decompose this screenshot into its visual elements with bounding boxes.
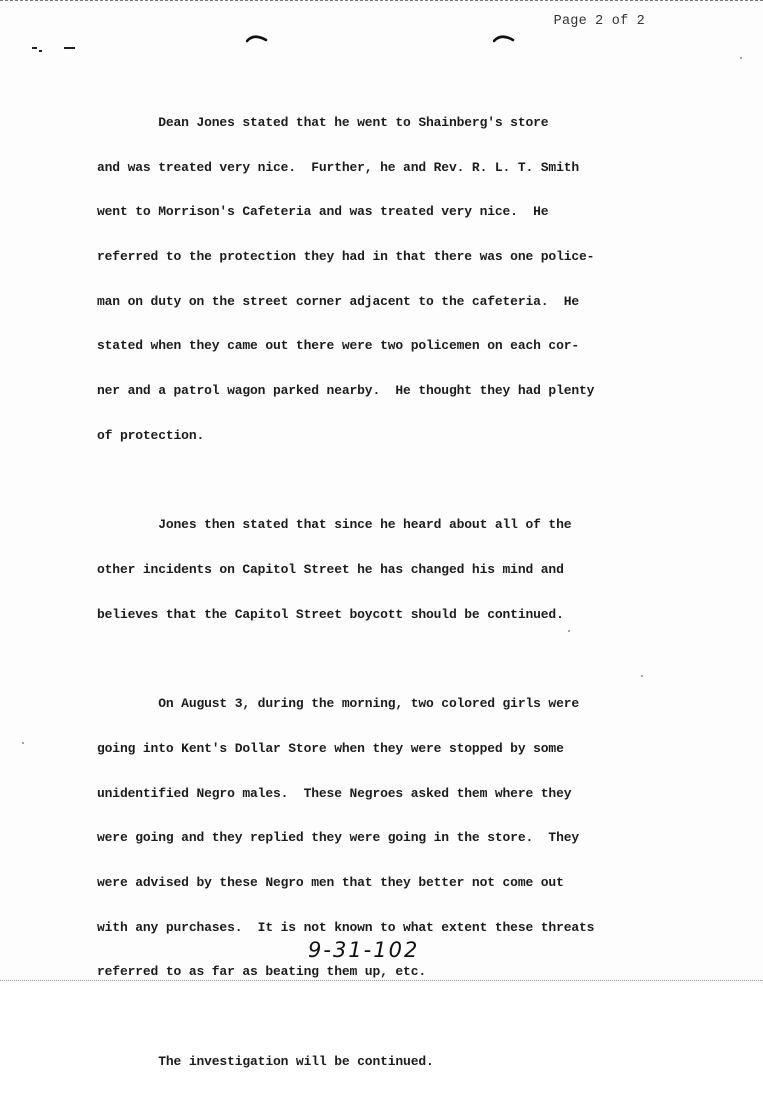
paragraph-1 — [97, 86, 697, 474]
text-line: Jones then stated that since he heard about all of the — [97, 517, 572, 533]
text-line: with any purchases. It is not known to what extent these threats — [97, 919, 595, 935]
text-line: and was treated very nice. Further, he and Rev. R. L. T. Smith — [97, 159, 580, 175]
text-line: man on duty on the street corner adjacent to the cafeteria. He — [97, 293, 580, 309]
text-line: Dean Jones stated that he went to Shainberg's store — [97, 114, 549, 130]
top-border — [0, 0, 763, 3]
paragraph-2 — [97, 488, 697, 652]
text-line: unidentified Negro males. These Negroes asked them where they — [97, 785, 572, 801]
text-line: The investigation will be continued. — [97, 1053, 434, 1069]
text-line: believes that the Capitol Street boycott should be continued. — [97, 606, 564, 622]
page-number: Page 2 of 2 — [553, 14, 645, 29]
text-line: going into Kent's Dollar Store when they were stopped by some — [97, 740, 564, 756]
scan-mark — [32, 47, 37, 49]
bottom-border — [0, 980, 763, 982]
hole-punch-mark — [493, 33, 515, 43]
scan-speck — [740, 57, 742, 59]
text-line: stated when they came out there were two policemen on each cor- — [97, 338, 580, 354]
text-line: ner and a patrol wagon parked nearby. He thought they had plenty — [97, 383, 595, 399]
text-line: of protection. — [97, 427, 205, 443]
scan-mark — [39, 50, 42, 52]
text-line: referred to the protection they had in that there was one police- — [97, 248, 595, 264]
scan-mark — [64, 47, 75, 49]
text-line: were advised by these Negro men that they better not come out — [97, 875, 564, 890]
text-line: On August 3, during the morning, two colored girls were — [97, 696, 580, 712]
text-line: referred to as far as beating them up, etc. — [97, 964, 427, 980]
text-line: went to Morrison's Cafeteria and was treated very nice. He — [97, 204, 549, 220]
handwritten-file-number: 9-31-102 — [308, 938, 420, 962]
hole-punch-mark — [246, 33, 268, 43]
paragraph-4 — [97, 1025, 697, 1100]
scan-speck — [22, 742, 24, 744]
scan-speck — [568, 630, 570, 632]
text-line: other incidents on Capitol Street he has changed his mind and — [97, 561, 564, 577]
scan-speck — [641, 675, 643, 677]
text-line: were going and they replied they were going in the store. They — [97, 830, 580, 846]
